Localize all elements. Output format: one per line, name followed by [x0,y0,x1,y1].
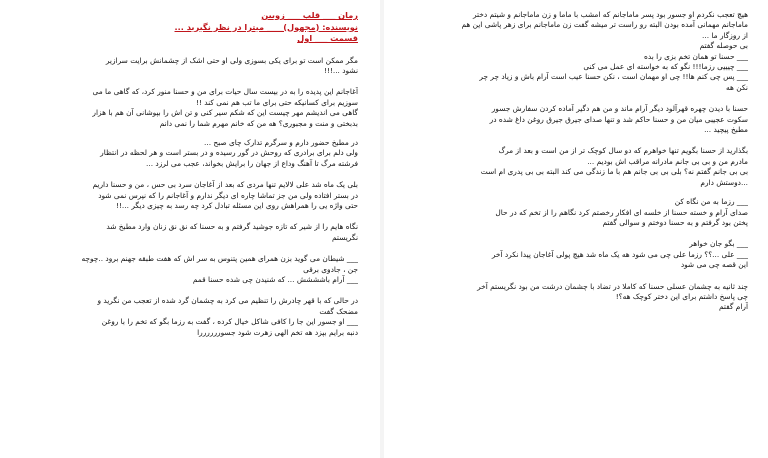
text-line: در مطبخ حضور دارم و سرگرم تدارک چای صبح ... [204,137,358,147]
text-line: مادرم من و بی بی جانم مادرانه مراقب اش بودیم ... [587,156,748,166]
text-line: ولی دلم برای برادری که روحش در گور رسیده و در بستر است و هر لحظه در انتظار [100,148,358,158]
left-page [0,0,380,458]
text-line: آرام گفتم [718,302,748,312]
text-line: دنبه برایم بپزد هه تخم الهی زهرت شود جسوررررررا [197,327,358,337]
paragraph [398,41,748,93]
text-line: حسنا با دیدن چهره قهرآلود دیگر آرام ماند و من هم دگیر آماده کردن سفارش جسور [491,104,748,114]
text-line: بی حوصله گفتم [699,41,748,51]
text-line: در بستر افتاده ولی من جز تماشا چاره ای دیگر ندارم و آغاجانم را که نپرس نمی شود [98,190,358,200]
text-line: آغاجانم این پدیده را به در بیست سال حیات برای من و حسنا منور کرد، که گاهی ما می [92,87,358,97]
text-line: مضحک گفت [319,306,358,316]
text-line: نشود ...!!! [323,65,358,75]
paragraph [10,180,358,211]
text-line: ___ حسنا تو همان تخم بزی را بده [644,51,748,61]
text-line: سکوت عجیبی میان من و حسنا حاکم شد و تنها صدای جیرق جیرق روغن داغ شده در [489,114,748,124]
paragraph [10,222,358,243]
text-line: ...دوستش دارم [700,177,748,187]
text-line: این قصه چی می شود [680,260,748,270]
text-line: در حالی که با قهر چادرش را تنظیم می کرد به چشمان گرد شده از تعجب من نگرید و [97,296,358,306]
text-line: مگر ممکن است تو برای یکی بسوزی ولی او حتی اشک از چشمانش برایت سرازیر [105,55,358,65]
text-line: ___ او جسور این جا را کافی شاکل خیال کرده ، گفت به رزما بگو که تخم را با روغن [101,317,358,327]
right-page [384,0,768,458]
text-line: از روزگار ما ... [702,30,748,40]
text-line: گاهی می اندیشم مهر چیست این که شکم سیر کنی و تن اش را بپوشانی آن هم با هزار [92,108,358,118]
text-line: ___ آرام باشششش ... که شنیدن چی شده حسنا قمم [192,275,358,284]
text-line: نگاه هایم را از شیر که تازه جوشید گرفتم و به حسنا که نق نق زنان وارد مطبخ شد [106,222,358,232]
paragraph [10,296,358,338]
paragraph [398,146,748,188]
text-line: مطبخ پیچید ... [704,125,748,135]
paragraph [10,56,358,77]
text-line: ___ چیییی رزما!!! نگو که به خواسته ای عمل می کنی [583,62,748,72]
text-line: ماماجانم مهمانی آمده بودن البته رو راست تر میشه گفت زن ماماجانم برای زهر پاشی این هم [461,20,748,30]
text-line: جن ، جادوی برقی [303,264,358,274]
text-line: ___ علی ...؟؟ رزما علی چی می شود هه یک ماه شد هیچ پولی آغاجان پیدا نکرد آخر [491,249,748,259]
paragraph [398,10,748,41]
text-line: سوزیم برای کسانیکه حتی برای ما تب هم نمی کند !! [195,97,358,107]
header-author: نویسنده: (مجهول)____ میترا در نظر نگیرید ... [174,21,358,32]
paragraph [398,104,748,135]
text-line: فرشته مرگ تا آهنگ وداع از جهان را برایش بخواند، عجب می لرزد ... [146,158,358,168]
text-line: ___ بگو جان خواهر [689,239,748,249]
text-line: نگریستم [331,232,358,242]
paragraph [10,254,358,285]
text-line: بدبختی و منت و مجبوری؟ هه من که خانم مهرم شما را نمی دانم [159,118,358,128]
text-line: بلی یک ماه شد علی لالایم تنها مردی که بعد از آغاجان سرد بی حس ، من و حسنا داریم [92,180,358,190]
paragraph [10,138,358,169]
text-line: چند ثانیه به چشمان عسلی حسنا که کاملا در تضاد با چشمان درشت من بود نگریستم آخر [477,281,748,291]
text-line: بگذارید از حسنا بگویم تنها خواهرم که دو سال کوچک تر از من است و بعد از مرگ [498,146,748,156]
story-header [10,10,358,45]
text-line: ___ پس چی کنم ها!! چی او مهمان است ، نکن حسنا عیب است آرام باش و زیاد چر چر [479,72,748,82]
text-line: حتی واژه یی را همراهش روی این مسئله تبادل کرد چه رسد به چیزی دیگر ...!! [116,200,358,210]
paragraph [398,239,748,270]
text-line: صدای آرام و خسته حسنا از خلسه ای افکار رخصتم کرد نگاهم را از تخم که در حال [495,207,748,217]
text-line: نکن هه [726,82,748,92]
header-part: قسمت ___ اول [297,33,358,43]
text-line: بی بی جانم گفتم نه؟ بلی بی بی جانم هم با ما زندگی می کند البته بی بی پدری ام است [480,167,748,177]
text-line: ___ شیطان می گوید بزن همرای همین پتنوس به سر اش که هفت طبقه جهنم برود ..چوچه [81,254,358,264]
text-line: پختن بود گرفتم و به حسنا دوختم و سوالی گفتم [602,217,748,227]
text-line: ___ رزما به من نگاه کن [674,197,748,207]
paragraph [398,282,748,313]
text-line: چی پاسخ داشتم برای این دختر کوچک هه؟! [615,291,748,301]
paragraph [10,87,358,129]
paragraph [398,197,748,228]
text-line: هیچ تعجب نکردم او جسور بود پسر ماماجانم که امشب با ماما و زن ماماجانم و شیتم دختر [472,10,748,19]
header-title: رمان ___ قلب ___ زوبین [261,10,358,20]
